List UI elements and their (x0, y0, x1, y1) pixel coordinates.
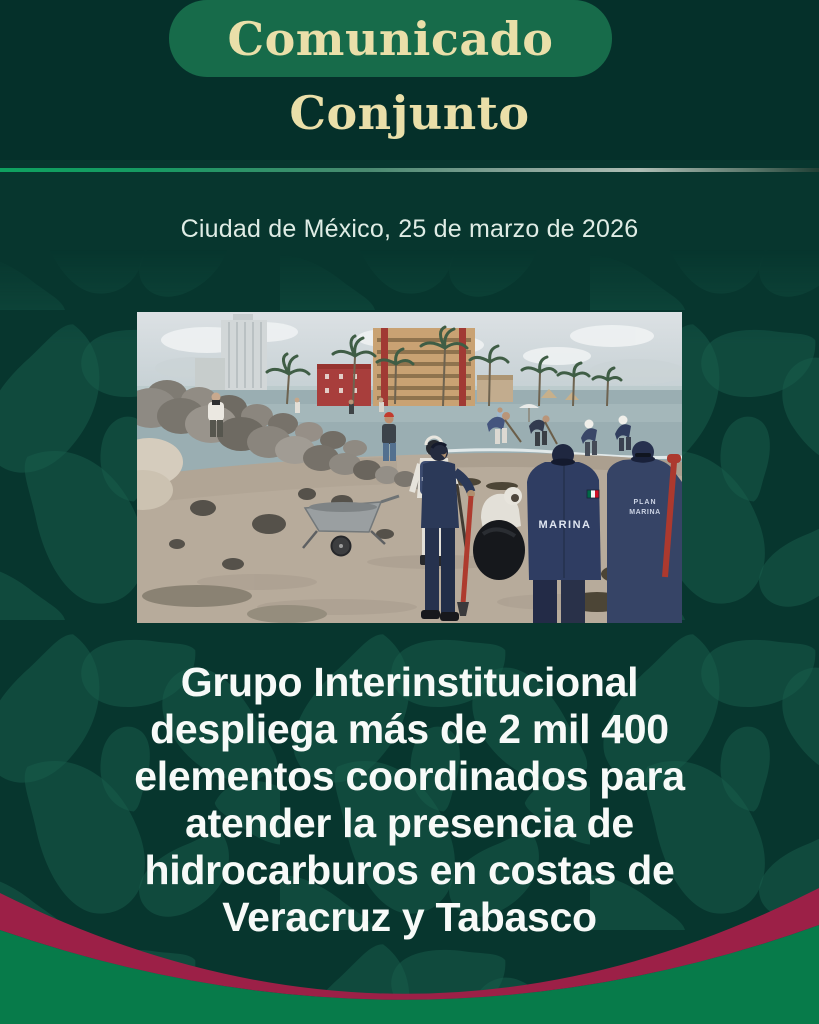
svg-text:MARINA: MARINA (538, 519, 592, 531)
headline (0, 659, 819, 941)
headline-line-2: despliega más de 2 mil 400 (150, 706, 669, 752)
page-subtitle (0, 86, 819, 140)
svg-text:PLAN: PLAN (633, 499, 657, 506)
header-badge (169, 0, 612, 77)
page-title: Comunicado (227, 11, 554, 66)
beach-cleanup-scene (137, 312, 682, 623)
page-subtitle-text: Conjunto (289, 86, 530, 140)
headline-line-3: elementos coordinados para (134, 753, 685, 799)
beach-cleanup-photo (137, 312, 682, 623)
dateline: Ciudad de México, 25 de marzo de 2026 (180, 215, 639, 243)
gradient-divider (0, 168, 819, 172)
headline-line-6: Veracruz y Tabasco (222, 894, 597, 940)
svg-text:MARINA: MARINA (629, 509, 661, 516)
headline-line-1: Grupo Interinstitucional (180, 659, 639, 705)
mexico-flag-patch (587, 490, 599, 498)
headline-line-5: hidrocarburos en costas de (144, 847, 675, 893)
headline-line-4: atender la presencia de (185, 800, 634, 846)
